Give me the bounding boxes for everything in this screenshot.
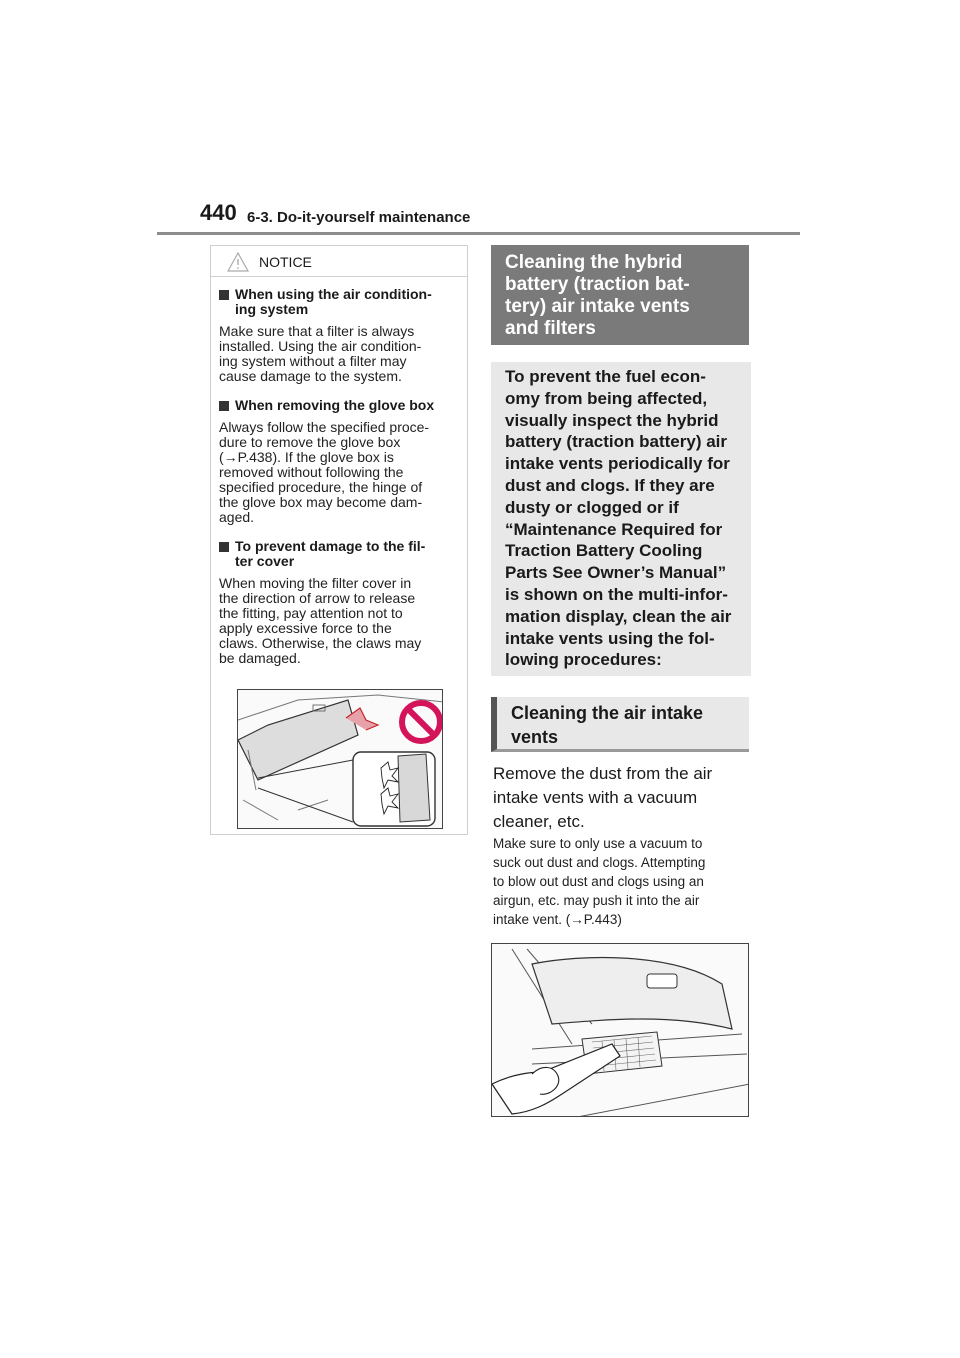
intro-box: To prevent the fuel econ- omy from being affected, visually inspect the hybrid battery (traction battery) air intake vents periodically for dust and clogs. If they are dusty or clogged or if “Maintenance Required for Traction Battery Cooling Parts See Owner’s Manual” is shown on the multi-infor- mation display, clean the air intake vents using the fol- lowing procedures: [491, 362, 751, 676]
step-text: Remove the dust from the air intake vents with a vacuum cleaner, etc. [493, 764, 713, 831]
notice-header [211, 246, 467, 277]
notice-item-heading: To prevent damage to the fil- ter cover [219, 539, 457, 569]
notice-label: NOTICE [259, 254, 312, 270]
vacuum-cleaning-illustration [491, 943, 749, 1117]
page-header [200, 200, 800, 236]
note-text: Make sure to only use a vacuum to suck out dust and clogs. Attempting to blow out dust and clogs using an airgun, etc. may push it into the air intake vent. (→P.443) [493, 836, 706, 927]
notice-item-text: When moving the filter cover in the direction of arrow to release the fitting, pay attention not to apply excessive force to the claws. Otherwise, the claws may be damaged. [219, 575, 422, 666]
filter-cover-drawing [238, 690, 443, 829]
subsection-heading: Cleaning the air intake vents [491, 697, 749, 752]
notice-item-text: Always follow the specified proce- dure to remove the glove box (→P.438). If the glove box is removed without following the specified procedure, the hinge of the glove box may become dam- aged. [219, 419, 430, 525]
vacuum-drawing [492, 944, 749, 1117]
page-number: 440 [200, 200, 237, 225]
warning-triangle-icon [227, 252, 249, 272]
notice-item-heading: When removing the glove box [219, 398, 457, 413]
notice-body [211, 287, 467, 666]
notice-item-text: Make sure that a filter is always installed. Using the air condition- ing system without a filter may cause damage to the system. [219, 323, 422, 384]
filter-cover-illustration [237, 689, 443, 829]
header-divider [157, 232, 800, 235]
section-heading: Cleaning the hybrid battery (traction bat- tery) air intake vents and filters [491, 245, 749, 345]
notice-box [210, 245, 468, 835]
notice-item-heading: When using the air condition- ing system [219, 287, 457, 317]
section-title: 6-3. Do-it-yourself maintenance [247, 209, 471, 226]
